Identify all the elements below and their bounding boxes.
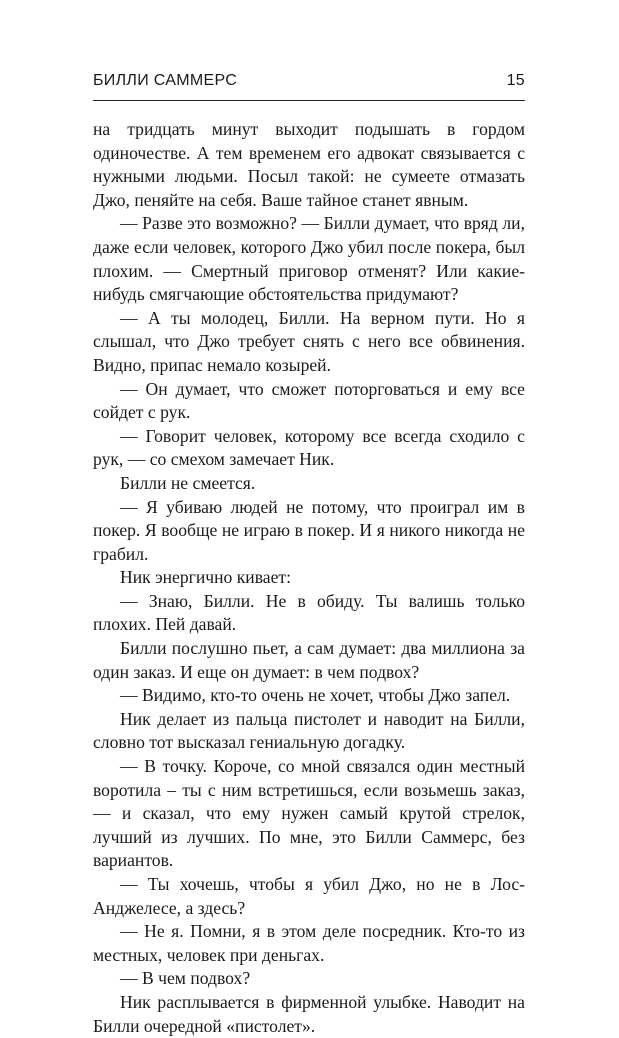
- paragraph: Ник расплывается в фирменной улыбке. Наводит на Билли очередной «пистолет».: [93, 991, 525, 1036]
- paragraph: — В чем подвох?: [120, 968, 251, 989]
- header-rule: [93, 100, 525, 101]
- page-number: 15: [506, 72, 525, 89]
- paragraph: — А ты молодец, Билли. На верном пути. Но я слышал, что Джо требует снять с него все обвинения. Видно, припас немало козырей.: [93, 307, 525, 375]
- paragraph: — Ты хочешь, чтобы я убил Джо, но не в Лос-Анджелесе, а здесь?: [93, 874, 525, 918]
- paragraph: — Я убиваю людей не потому, что проиграл им в покер. Я вообще не играю в покер. И я никого никогда не грабил.: [93, 496, 525, 564]
- paragraph: — Не я. Помни, я в этом деле посредник. Кто-то из местных, человек при деньгах.: [93, 921, 525, 965]
- paragraph: — Он думает, что сможет поторговаться и ему все сойдет с рук.: [93, 378, 525, 423]
- paragraph: — В точку. Короче, со мной связался один местный воротила – ты с ним встретишься, если возьмешь заказ, — и сказал, что ему нужен самый крутой стрелок, лучший из лучших. По мне, это Билли Саммерс, без вариантов.: [93, 756, 525, 871]
- paragraph: — Говорит человек, которому все всегда сходило с рук, — со смехом замечает Ник.: [93, 425, 525, 470]
- body-text: [93, 118, 525, 1038]
- paragraph: Ник делает из пальца пистолет и наводит на Билли, словно тот высказал гениальную догадку.: [93, 708, 525, 753]
- paragraph: — Разве это возможно? — Билли думает, что вряд ли, даже если человек, которого Джо убил после покера, был плохим. — Смертный приговор отменят? Или какие-нибудь смягчающие обстоятельства придумают?: [93, 213, 525, 305]
- paragraph: Билли послушно пьет, а сам думает: два миллиона за один заказ. И еще он думает: в чем подвох?: [93, 638, 525, 682]
- paragraph: — Знаю, Билли. Не в обиду. Ты валишь только плохих. Пей давай.: [93, 590, 525, 635]
- paragraph: Ник энергично кивает:: [120, 567, 291, 588]
- running-title: БИЛЛИ САММЕРС: [93, 72, 238, 89]
- paragraph: Билли не смеется.: [120, 472, 256, 493]
- running-header: [93, 72, 525, 96]
- paragraph: на тридцать минут выходит подышать в гордом одиночестве. А тем временем его адвокат связывается с нужными людьми. Посыл такой: не сумеете отмазать Джо, пеняйте на себя. Ваше тайное станет явным.: [93, 119, 525, 210]
- paragraph: — Видимо, кто-то очень не хочет, чтобы Джо запел.: [120, 685, 511, 706]
